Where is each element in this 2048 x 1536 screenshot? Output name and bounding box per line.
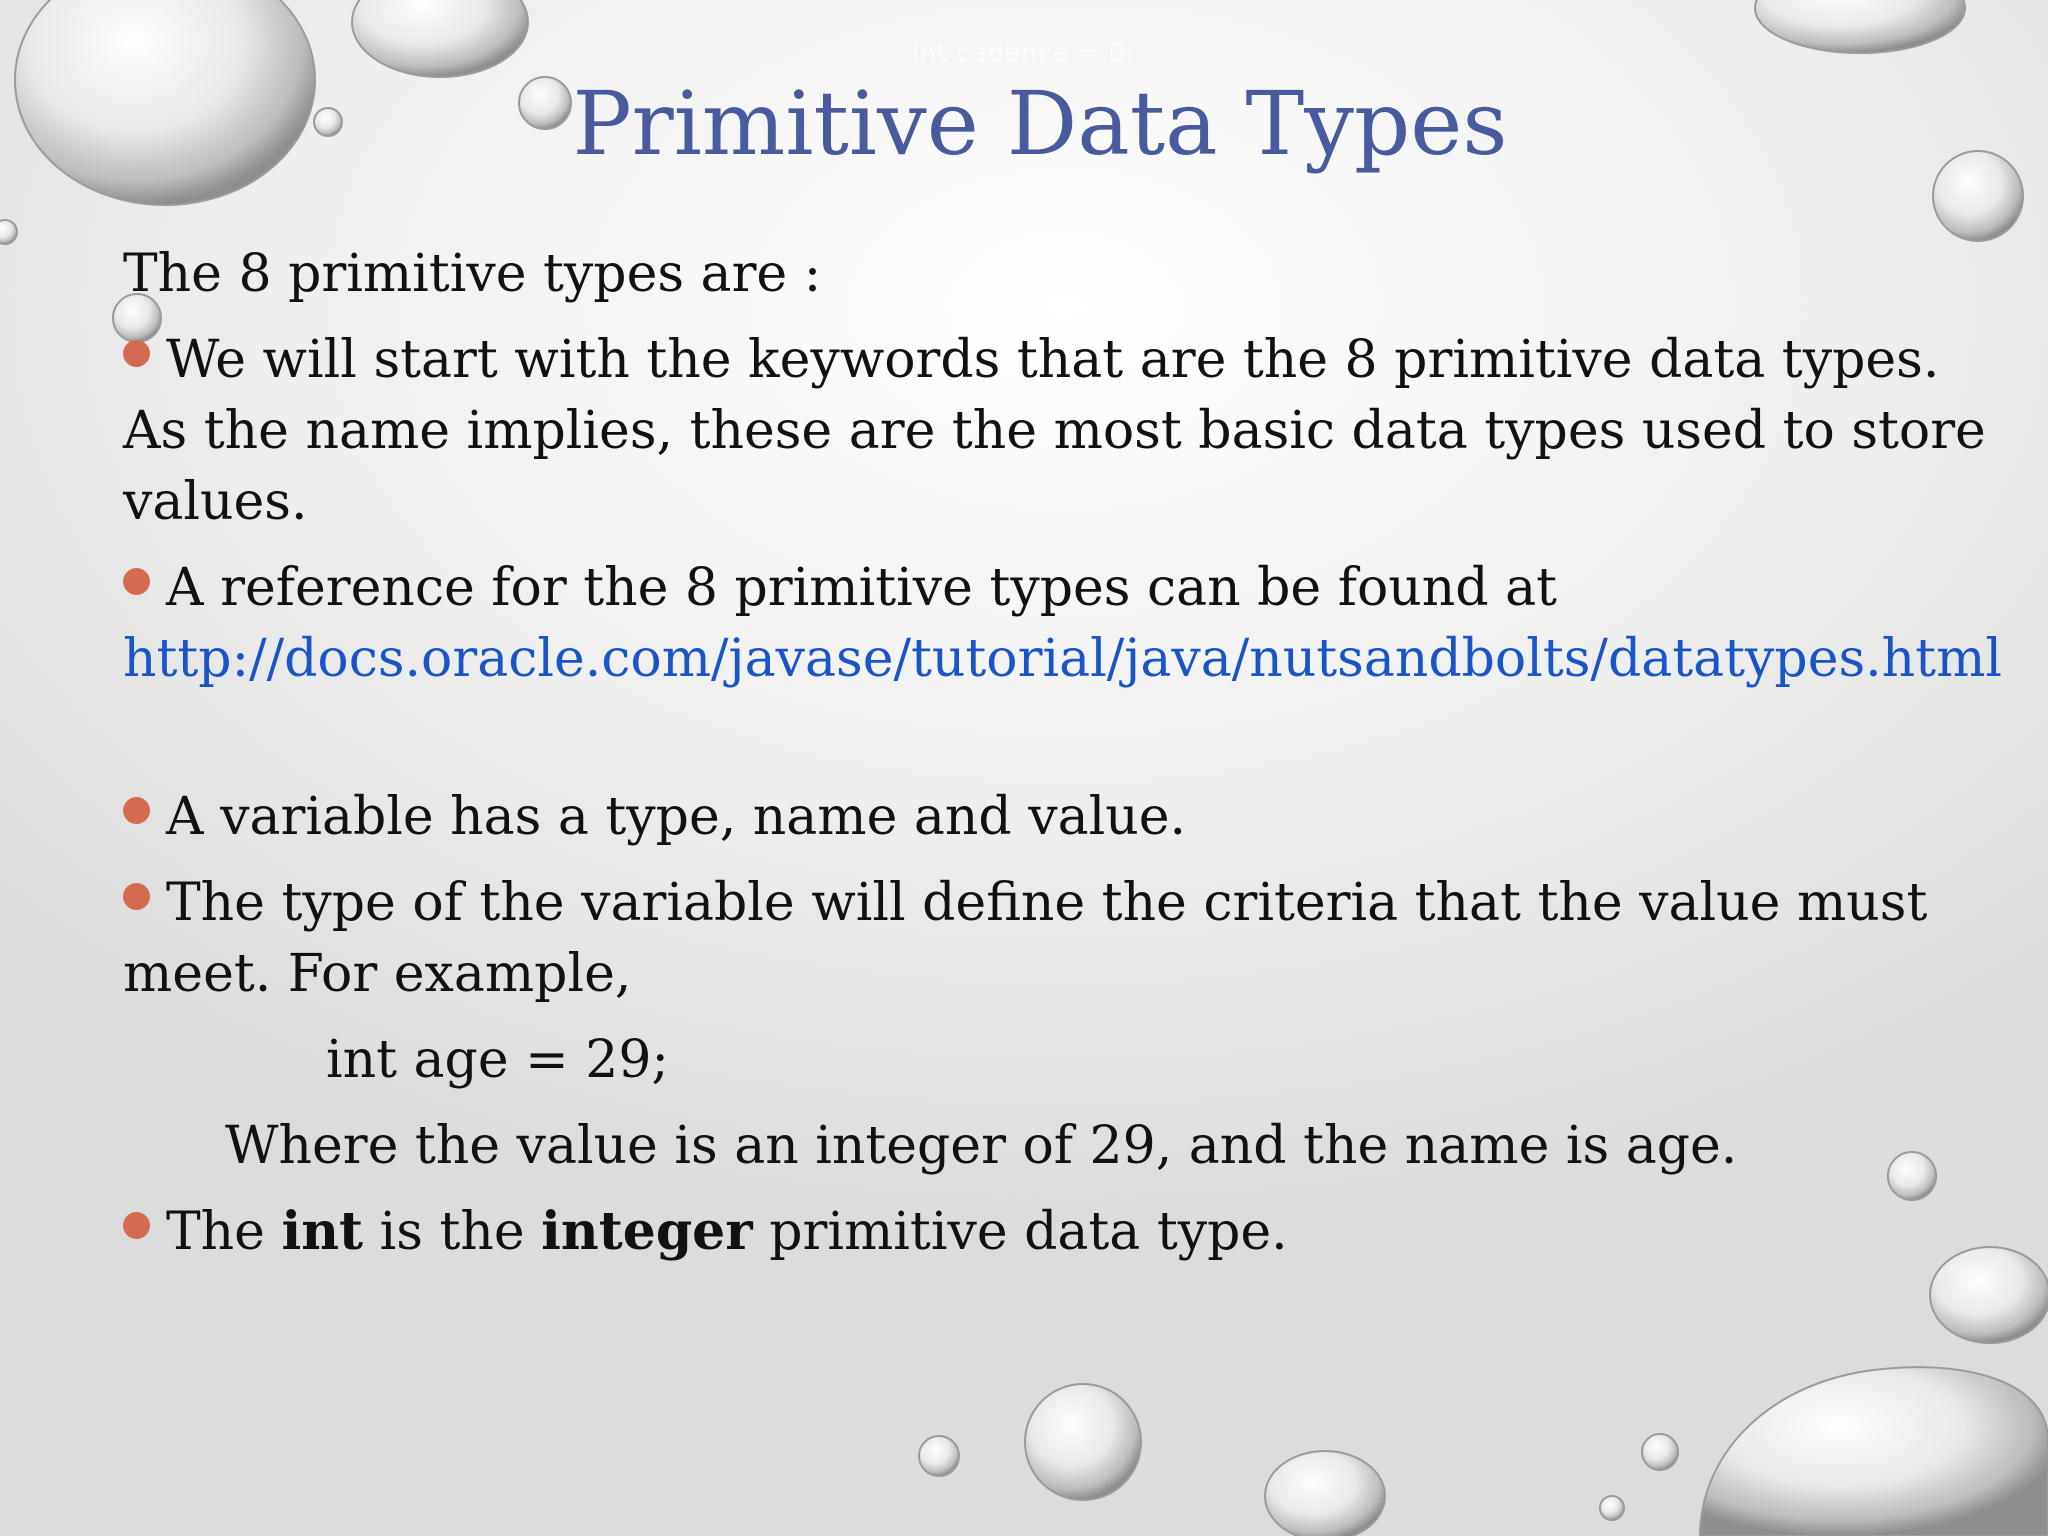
drop-bottom-small-b [1642,1434,1678,1470]
explanation-text: Where the value is an integer of 29, and the name is age. [225,1116,1738,1176]
bullet-1-text-1: We will start with the keywords that are the 8 primitive data types. [166,330,1940,390]
overlay-code-text: int cadence = 0; [912,38,1135,67]
drop-bottom-center-b [1265,1451,1385,1536]
bullet-dot [123,568,150,595]
bullet-1-line-2: As the name implies, these are the most basic data types used to store [123,401,1986,461]
keyword-int: int [281,1201,364,1262]
drop-bottomright-large [1700,1367,2048,1536]
bullet-1-line-1 [123,328,1939,392]
bullet-5-mid: is the [379,1202,525,1262]
drop-bottom-small-c [1600,1496,1624,1520]
drop-right-lower [1930,1247,2048,1343]
code-example: int age = 29; [326,1030,669,1090]
drop-topright [1755,0,1965,53]
oracle-reference-link[interactable]: http://docs.oracle.com/javase/tutorial/java/nutsandbolts/datatypes.html [123,629,2003,689]
bullet-dot [123,1212,150,1239]
bullet-dot [123,883,150,910]
bullet-2-text: A reference for the 8 primitive types can be found at [166,558,1557,618]
keyword-integer: integer [541,1201,753,1262]
bullet-4-line-2: meet. For example, [123,944,632,1004]
bullet-dot [123,340,150,367]
bullet-4-line-1 [123,871,1927,935]
slide-title: Primitive Data Types [572,72,1508,175]
drop-top-center [352,0,528,77]
bullet-3 [123,785,1186,849]
bullet-5-post: primitive data type. [769,1202,1288,1262]
intro-text: The 8 primitive types are : [123,244,822,304]
bullet-2-line-1 [123,556,1557,620]
drop-bottom-center [1025,1384,1141,1500]
drop-bottom-small-a [919,1436,959,1476]
drop-right-small [1888,1152,1936,1200]
bullet-1-line-3: values. [123,472,308,532]
bullet-3-text: A variable has a type, name and value. [166,787,1187,847]
drop-left-edge [0,220,17,244]
bullet-5 [123,1200,1288,1264]
bullet-dot [123,797,150,824]
bullet-5-pre: The [166,1202,265,1262]
bullet-4-text-1: The type of the variable will define the criteria that the value must [166,873,1928,933]
